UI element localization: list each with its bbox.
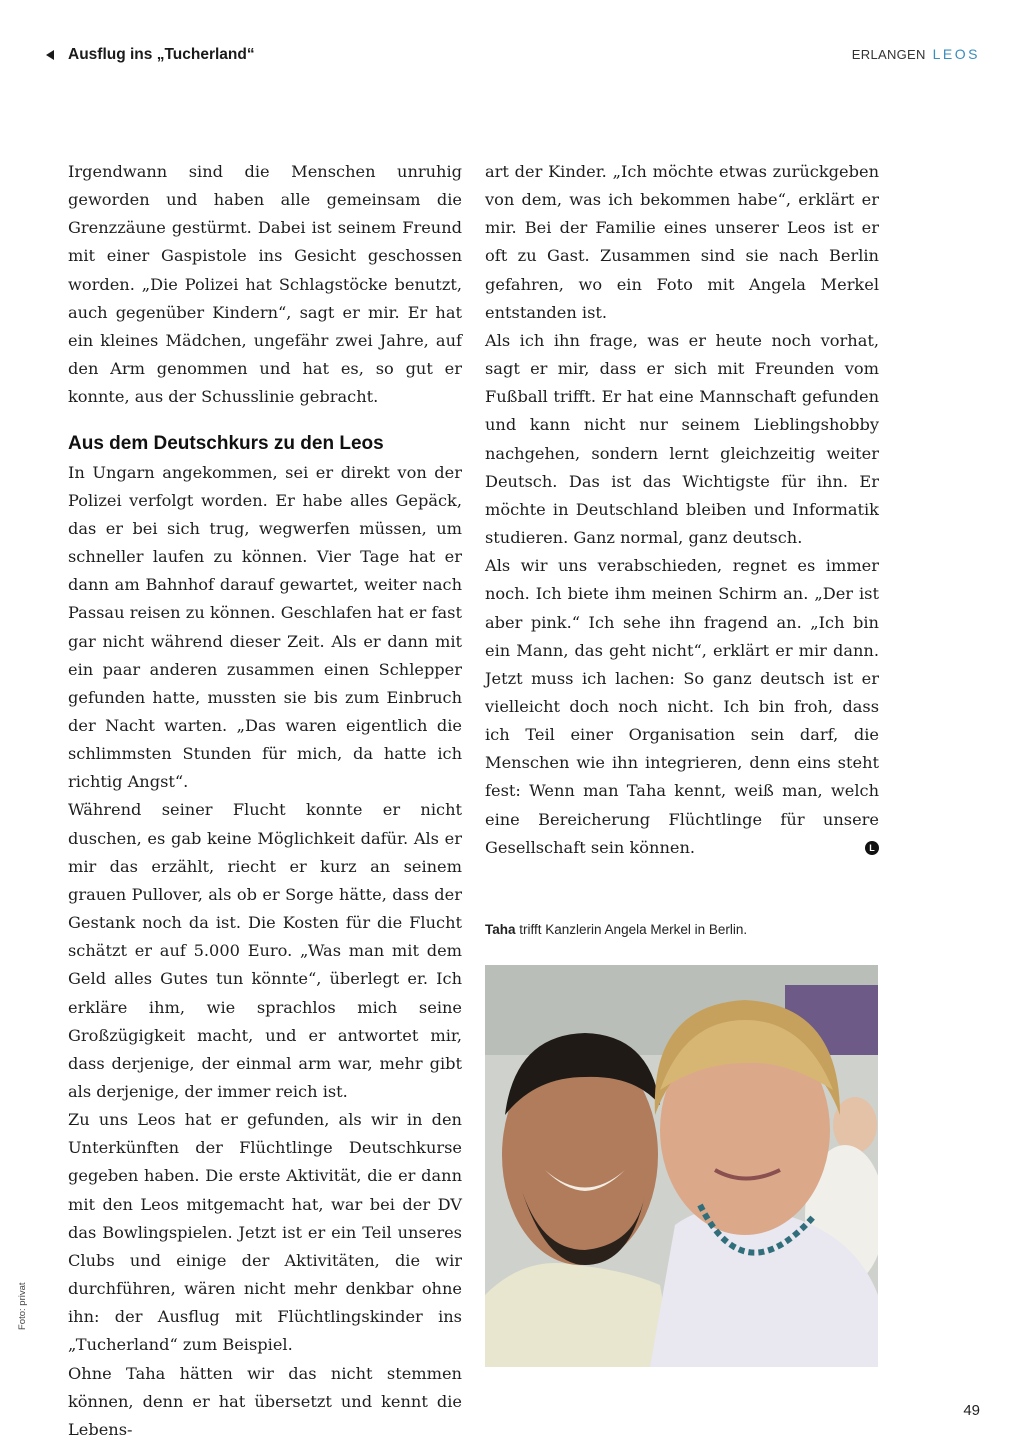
article-paragraph: Zu uns Leos hat er gefunden, als wir in den Unterkünften der Flüchtlinge Deutschkurse gegeben haben. Die erste Aktivität, die er dann mit den Leos mitgemacht hat, war bei der DV das Bowlingspielen. Jetzt ist er ein Teil unseres Clubs und einige der Aktivitäten, die wir durchführen, wären nicht mehr denkbar ohne ihn: der Ausflug mit Flüchtlingskinder ins „Tucherland“ zum Beispiel. bbox=[68, 1110, 462, 1355]
article-paragraph: Als ich ihn frage, was er heute noch vorhat, sagt er mir, dass er sich mit Freunden vom Fußball trifft. Er hat eine Mannschaft gefunden und kann nicht nur seinem Lieblingshobby nachgehen, sondern lernt gleichzeitig weiter Deutsch. Das ist das Wichtigste für ihn. Er möchte in Deutschland bleiben und Informatik studieren. Ganz normal, ganz deutsch. bbox=[485, 330, 879, 548]
end-of-article-icon: L bbox=[865, 841, 879, 855]
article-column-left bbox=[68, 158, 462, 1444]
photo-caption bbox=[485, 922, 747, 937]
photo-credit: Foto: privat bbox=[17, 1282, 28, 1330]
section-title: Ausflug ins „Tucherland“ bbox=[68, 46, 255, 63]
caption-text: trifft Kanzlerin Angela Merkel in Berlin. bbox=[515, 922, 748, 937]
header-city: ERLANGEN bbox=[851, 47, 926, 62]
page-number: 49 bbox=[963, 1402, 980, 1419]
article-paragraph-text: Als wir uns verabschieden, regnet es immer noch. Ich biete ihm meinen Schirm an. „Der ist aber pink.“ Ich sehe ihn fragend an. „Ich bin ein Mann, das geht nicht“, erklärt er mir dann. Jetzt muss ich lachen: So ganz deutsch ist er vielleicht doch noch nicht. Ich bin froh, dass ich Teil einer Organisation sein darf, die Menschen wie ihn integrieren, denn eins steht fest: Wenn man Taha kennt, weiß man, welch eine Bereicherung Flüchtlinge für unsere Gesellschaft sein können. bbox=[485, 556, 879, 857]
article-paragraph bbox=[485, 552, 879, 862]
article-paragraph: art der Kinder. „Ich möchte etwas zurückgeben von dem, was ich bekommen habe“, erklärt er mir. Bei der Familie eines unserer Leos ist er oft zu Gast. Zusammen sind sie nach Berlin gefahren, wo ein Foto mit Angela Merkel entstanden ist. bbox=[485, 162, 879, 322]
article-paragraph: Ohne Taha hätten wir das nicht stemmen können, denn er hat übersetzt und kennt die Lebens- bbox=[68, 1363, 462, 1439]
photo-taha-merkel bbox=[485, 965, 878, 1367]
header-brand: LEOS bbox=[932, 46, 980, 62]
article-paragraph: In Ungarn angekommen, sei er direkt von der Polizei verfolgt worden. Er habe alles Gepäck, das er bei sich trug, wegwerfen müssen, um schneller laufen zu können. Vier Tage hat er dann am Bahnhof darauf gewartet, weiter nach Passau reisen zu können. Geschlafen hat er fast gar nicht während dieser Zeit. Als er dann mit ein paar anderen zusammen einen Schlepper gefunden hatte, mussten sie bis zum Einbruch der Nacht warten. „Das waren eigentlich die schlimmsten Stunden für mich, da hatte ich richtig Angst“. bbox=[68, 462, 462, 792]
article-column-right bbox=[485, 158, 879, 862]
running-header-brand bbox=[852, 46, 980, 62]
article-subheading: Aus dem Deutschkurs zu den Leos bbox=[68, 433, 384, 455]
article-paragraph: Während seiner Flucht konnte er nicht duschen, es gab keine Möglichkeit dafür. Als er mir das erzählt, riecht er kurz an seinem grauen Pullover, als ob er Sorge hätte, dass der Gestank noch da ist. Die Kosten für die Flucht schätzt er auf 5.000 Euro. „Was man mit dem Geld alles Gutes tun könnte“, überlegt er. Ich erkläre ihm, wie sprachlos mich seine Großzügigkeit macht, und er antwortet mir, dass derjenige, der einmal arm war, mehr gibt als derjenige, der immer reich ist. bbox=[68, 800, 462, 1101]
triangle-left-icon bbox=[46, 50, 54, 60]
article-paragraph: Irgendwann sind die Menschen unruhig geworden und haben alle gemeinsam die Grenzzäune gestürmt. Dabei ist seinem Freund mit einer Gaspistole ins Gesicht geschossen worden. „Die Polizei hat Schlagstöcke benutzt, auch gegenüber Kindern“, sagt er mir. Er hat ein kleines Mädchen, ungefähr zwei Jahre, auf den Arm genommen und hat es, so gut er konnte, aus der Schusslinie gebracht. bbox=[68, 162, 462, 407]
caption-name: Taha bbox=[485, 922, 516, 937]
running-header-section bbox=[46, 46, 255, 64]
photo-illustration bbox=[485, 965, 878, 1367]
